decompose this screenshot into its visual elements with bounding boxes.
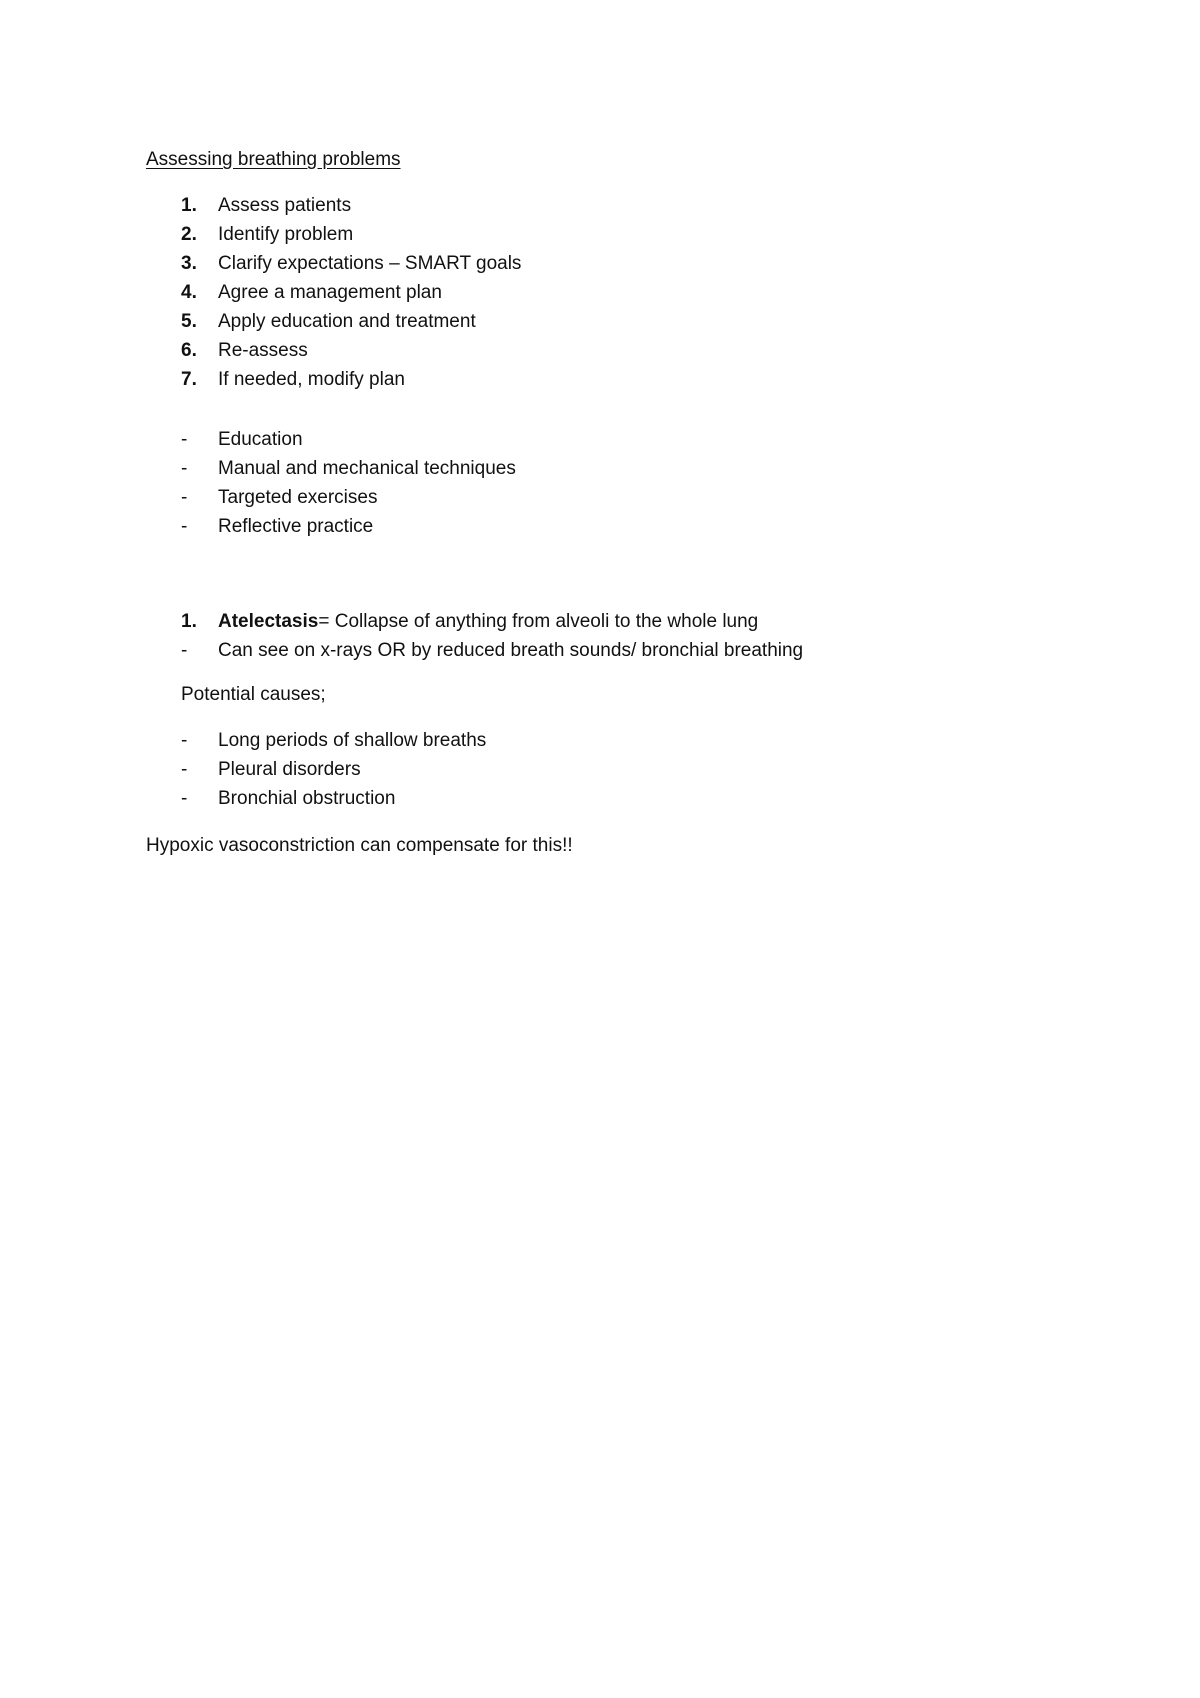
list-number: 3.: [181, 253, 197, 274]
page-title: Assessing breathing problems: [146, 149, 401, 170]
dash-bullet: -: [181, 640, 188, 661]
list-number: 7.: [181, 369, 197, 390]
list-item-text: Can see on x-rays OR by reduced breath sounds/ bronchial breathing: [218, 640, 804, 661]
list-item-text: Bronchial obstruction: [218, 788, 396, 809]
dash-bullet: -: [181, 516, 188, 537]
closing-note: Hypoxic vasoconstriction can compensate for this!!: [146, 835, 573, 856]
list-item-text: Reflective practice: [218, 516, 374, 537]
causes-heading: Potential causes;: [181, 684, 326, 705]
list-item-text: Manual and mechanical techniques: [218, 458, 516, 479]
list-item-text: Pleural disorders: [218, 759, 361, 780]
list-item-text: Education: [218, 429, 303, 450]
dash-bullet: -: [181, 788, 188, 809]
dash-bullet: -: [181, 759, 188, 780]
definition-body: = Collapse of anything from alveoli to the whole lung: [318, 611, 759, 632]
list-item-text: Re-assess: [218, 340, 308, 361]
list-number: 1.: [181, 611, 197, 632]
list-number: 4.: [181, 282, 197, 303]
list-number: 1.: [181, 195, 197, 216]
dash-bullet: -: [181, 429, 188, 450]
list-number: 2.: [181, 224, 197, 245]
list-item-text: Assess patients: [218, 195, 352, 216]
dash-bullet: -: [181, 458, 188, 479]
definition-text: [218, 607, 758, 636]
list-item-text: Apply education and treatment: [218, 311, 476, 332]
list-item-text: Long periods of shallow breaths: [218, 730, 487, 751]
list-number: 5.: [181, 311, 197, 332]
term-atelectasis: Atelectasis: [218, 611, 319, 632]
list-item-text: If needed, modify plan: [218, 369, 405, 390]
list-item-text: Identify problem: [218, 224, 354, 245]
list-number: 6.: [181, 340, 197, 361]
list-item-text: Clarify expectations – SMART goals: [218, 253, 522, 274]
list-item-text: Agree a management plan: [218, 282, 442, 303]
list-item-text: Targeted exercises: [218, 487, 378, 508]
dash-bullet: -: [181, 487, 188, 508]
dash-bullet: -: [181, 730, 188, 751]
